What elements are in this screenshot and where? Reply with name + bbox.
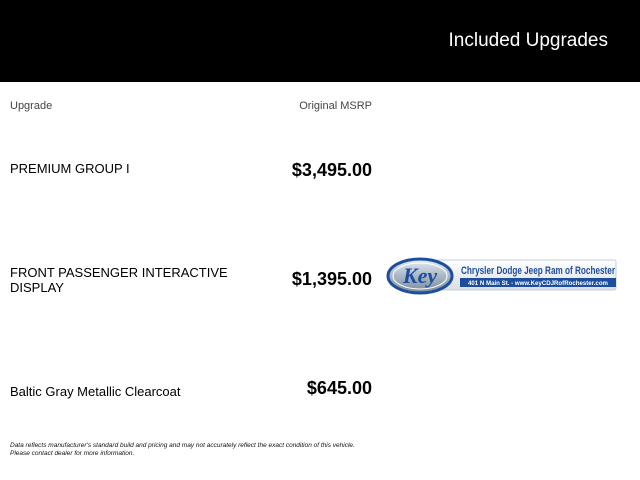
upgrade-name: Baltic Gray Metallic Clearcoat [10, 384, 181, 399]
upgrade-price: $1,395.00 [291, 269, 372, 289]
page-title: Included Upgrades [448, 30, 608, 51]
column-header-upgrade: Upgrade [10, 100, 53, 112]
header-bar [0, 0, 640, 82]
disclaimer [10, 442, 380, 458]
upgrade-name: PREMIUM GROUP I [10, 161, 130, 176]
dealer-address: 401 N Main St. - www.KeyCDJRofRochester.com [468, 281, 608, 287]
dealer-name: Chrysler Dodge Jeep Ram of Rochester [461, 265, 616, 277]
dealer-logo [386, 256, 620, 296]
dealer-logo-image [386, 256, 620, 296]
upgrade-price: $3,495.00 [291, 160, 372, 180]
column-header-msrp: Original MSRP [299, 100, 372, 112]
disclaimer-line: Please contact dealer for more information. [10, 450, 135, 457]
upgrade-name: FRONT PASSENGER INTERACTIVE DISPLAY [10, 265, 228, 295]
upgrade-price: $645.00 [306, 378, 372, 398]
disclaimer-line: Data reflects manufacturer's standard build and pricing and may not accurately reflect the exact condition of this vehicle. [10, 442, 355, 449]
key-emblem-text: Key [402, 263, 438, 288]
